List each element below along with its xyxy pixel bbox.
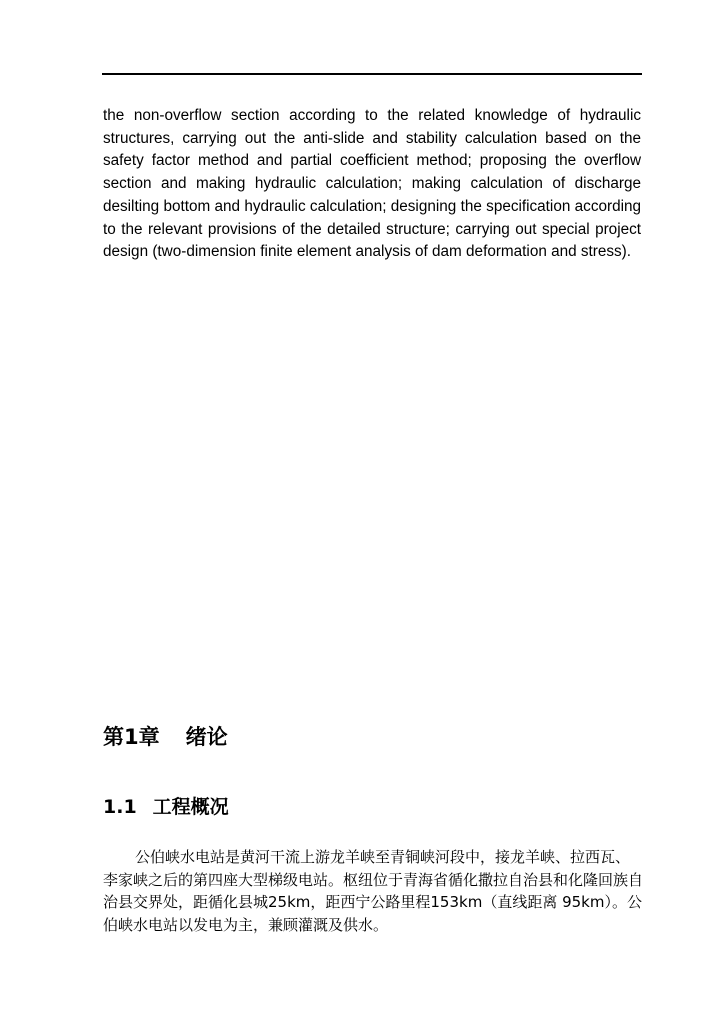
header-rule xyxy=(102,73,642,75)
body-paragraph: 公伯峡水电站是黄河干流上游龙羊峡至青铜峡河段中，接龙羊峡、拉西瓦、李家峡之后的第四座大型梯级电站。枢纽位于青海省循化撒拉自治县和化隆回族自治县交界处，距循化县城25km，距西宁公路里程153km（直线距离 95km）。公伯峡水电站以发电为主，兼顾灌溉及供水。 xyxy=(103,848,644,934)
section-number: 1.1 xyxy=(103,796,137,818)
abstract-paragraph: the non-overflow section according to the related knowledge of hydraulic structures, carrying out the anti-slide and stability calculation based on the safety factor method and partial coefficient method; proposing the overflow section and making hydraulic calculation; making calculation of discharge desilting bottom and hydraulic calculation; designing the specification according to the relevant provisions of the detailed structure; carrying out special project design (two-dimension finite element analysis of dam deformation and stress). xyxy=(103,107,641,261)
section-title: 工程概况 xyxy=(152,796,229,818)
chapter-title: 绪论 xyxy=(185,725,228,749)
section-heading xyxy=(103,792,229,819)
chapter-number: 第1章 xyxy=(103,725,160,749)
chapter-heading xyxy=(103,721,228,751)
